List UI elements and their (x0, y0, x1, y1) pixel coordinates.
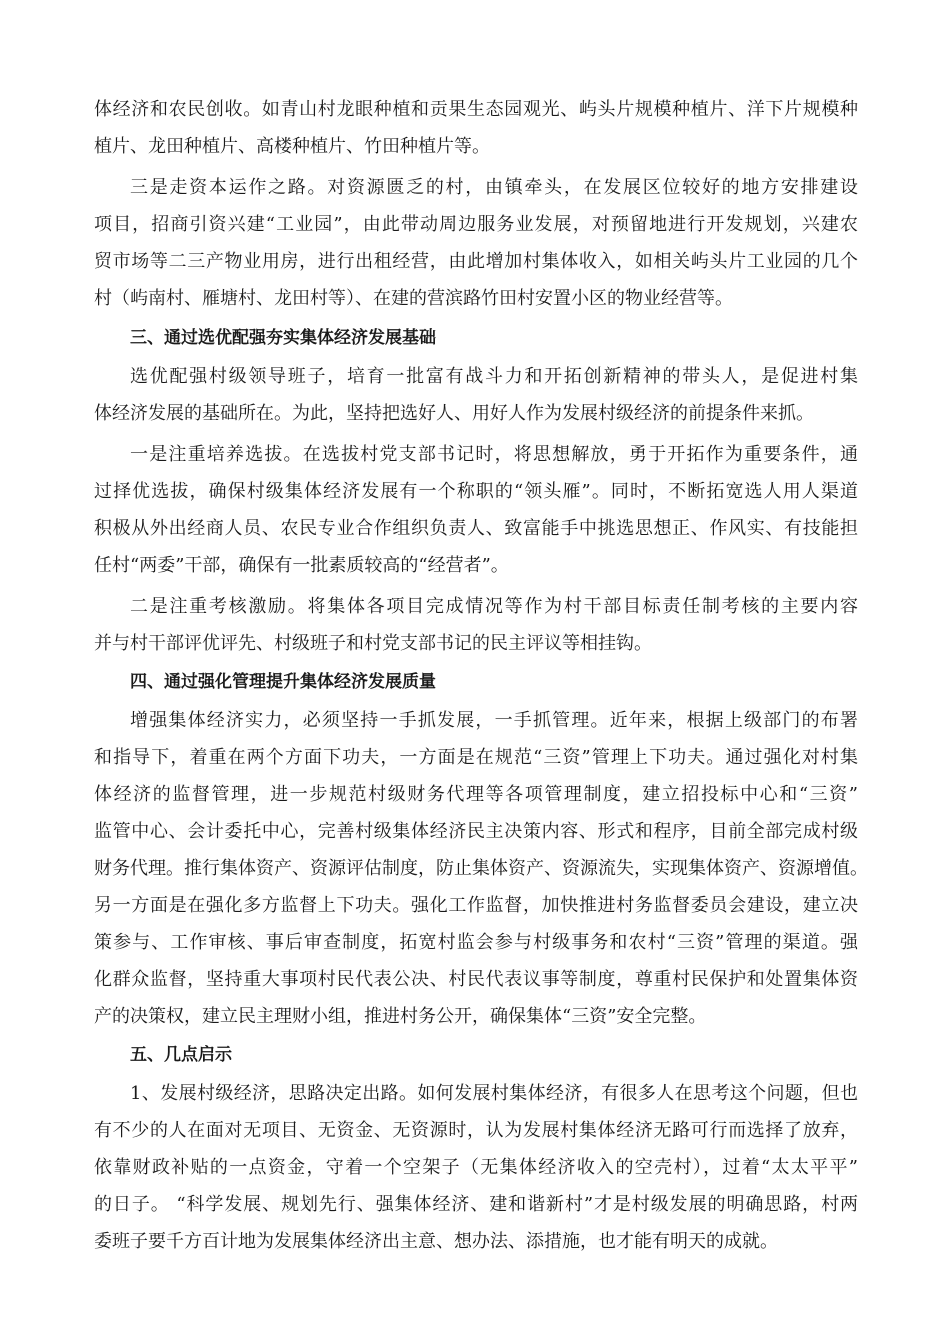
paragraph-line: 另一方面是在强化多方监督上下功夫。强化工作监督，加快推进村务监督委员会建设，建立决 (94, 895, 858, 916)
paragraph-line: 积极从外出经商人员、农民专业合作组织负责人、致富能手中挑选思想正、作风实、有技能担 (94, 518, 858, 539)
paragraph-line: 三是走资本运作之路。对资源匮乏的村，由镇牵头，在发展区位较好的地方安排建设 (130, 177, 858, 198)
paragraph-line: 项目，招商引资兴建“工业园”，由此带动周边服务业发展，对预留地进行开发规划，兴建农 (94, 214, 858, 235)
paragraph-line: 选优配强村级领导班子，培育一批富有战斗力和开拓创新精神的带头人，是促进村集 (130, 366, 858, 387)
paragraph-line: 委班子要千方百计地为发展集体经济出主意、想办法、添措施，也才能有明天的成就。 (94, 1231, 778, 1252)
paragraph-line: 化群众监督，坚持重大事项村民代表公决、村民代表议事等制度，尊重村民保护和处置集体资 (94, 969, 858, 990)
paragraph-line: 监管中心、会计委托中心，完善村级集体经济民主决策内容、形式和程序，目前全部完成村级 (94, 821, 858, 842)
paragraph-line: 依靠财政补贴的一点资金，守着一个空架子（无集体经济收入的空壳村），过着“太太平平” (94, 1157, 858, 1178)
paragraph-line: 贸市场等二三产物业用房，进行出租经营，由此增加村集体收入，如相关屿头片工业园的几个 (94, 251, 858, 272)
paragraph-line: 并与村干部评优评先、村级班子和村党支部书记的民主评议等相挂钩。 (94, 633, 652, 654)
paragraph-line: 和指导下，着重在两个方面下功夫，一方面是在规范“三资”管理上下功夫。通过强化对村集 (94, 747, 858, 768)
paragraph-line: 体经济和农民创收。如青山村龙眼种植和贡果生态园观光、屿头片规模种植片、洋下片规模种 (94, 99, 858, 120)
paragraph-line: 村（屿南村、雁塘村、龙田村等）、在建的营滨路竹田村安置小区的物业经营等。 (94, 288, 733, 309)
paragraph-line: 任村“两委”干部，确保有一批素质较高的“经营者”。 (94, 555, 509, 576)
section-heading: 三、通过选优配强夯实集体经济发展基础 (130, 328, 436, 348)
paragraph-line: 策参与、工作审核、事后审查制度，拓宽村监会参与村级事务和农村“三资”管理的渠道。强 (94, 932, 858, 953)
paragraph-line: 产的决策权，建立民主理财小组，推进村务公开，确保集体“三资”安全完整。 (94, 1006, 707, 1027)
section-heading: 四、通过强化管理提升集体经济发展质量 (130, 672, 436, 692)
paragraph-line: 二是注重考核激励。将集体各项目完成情况等作为村干部目标责任制考核的主要内容 (130, 596, 858, 617)
paragraph-line: 财务代理。推行集体资产、资源评估制度，防止集体资产、资源流失，实现集体资产、资源增值。 (94, 858, 868, 879)
paragraph-line: 过择优选拔，确保村级集体经济发展有一个称职的“领头雁”。同时，不断拓宽选人用人渠道 (94, 481, 858, 502)
paragraph-line: 的日子。 “科学发展、规划先行、强集体经济、建和谐新村”才是村级发展的明确思路，村两 (94, 1194, 858, 1215)
section-heading: 五、几点启示 (130, 1045, 232, 1065)
paragraph-line: 1、发展村级经济，思路决定出路。如何发展村集体经济，有很多人在思考这个问题，但也 (130, 1083, 858, 1104)
paragraph-line: 植片、龙田种植片、高楼种植片、竹田种植片等。 (94, 136, 490, 157)
paragraph-line: 体经济的监督管理，进一步规范村级财务代理等各项管理制度，建立招投标中心和“三资” (94, 784, 858, 805)
paragraph-line: 增强集体经济实力，必须坚持一手抓发展，一手抓管理。近年来，根据上级部门的布署 (130, 710, 858, 731)
paragraph-line: 体经济发展的基础所在。为此，坚持把选好人、用好人作为发展村级经济的前提条件来抓。 (94, 403, 814, 424)
paragraph-line: 有不少的人在面对无项目、无资金、无资源时，认为发展村集体经济无路可行而选择了放弃， (94, 1120, 858, 1141)
paragraph-line: 一是注重培养选拔。在选拔村党支部书记时，将思想解放，勇于开拓作为重要条件，通 (130, 444, 858, 465)
